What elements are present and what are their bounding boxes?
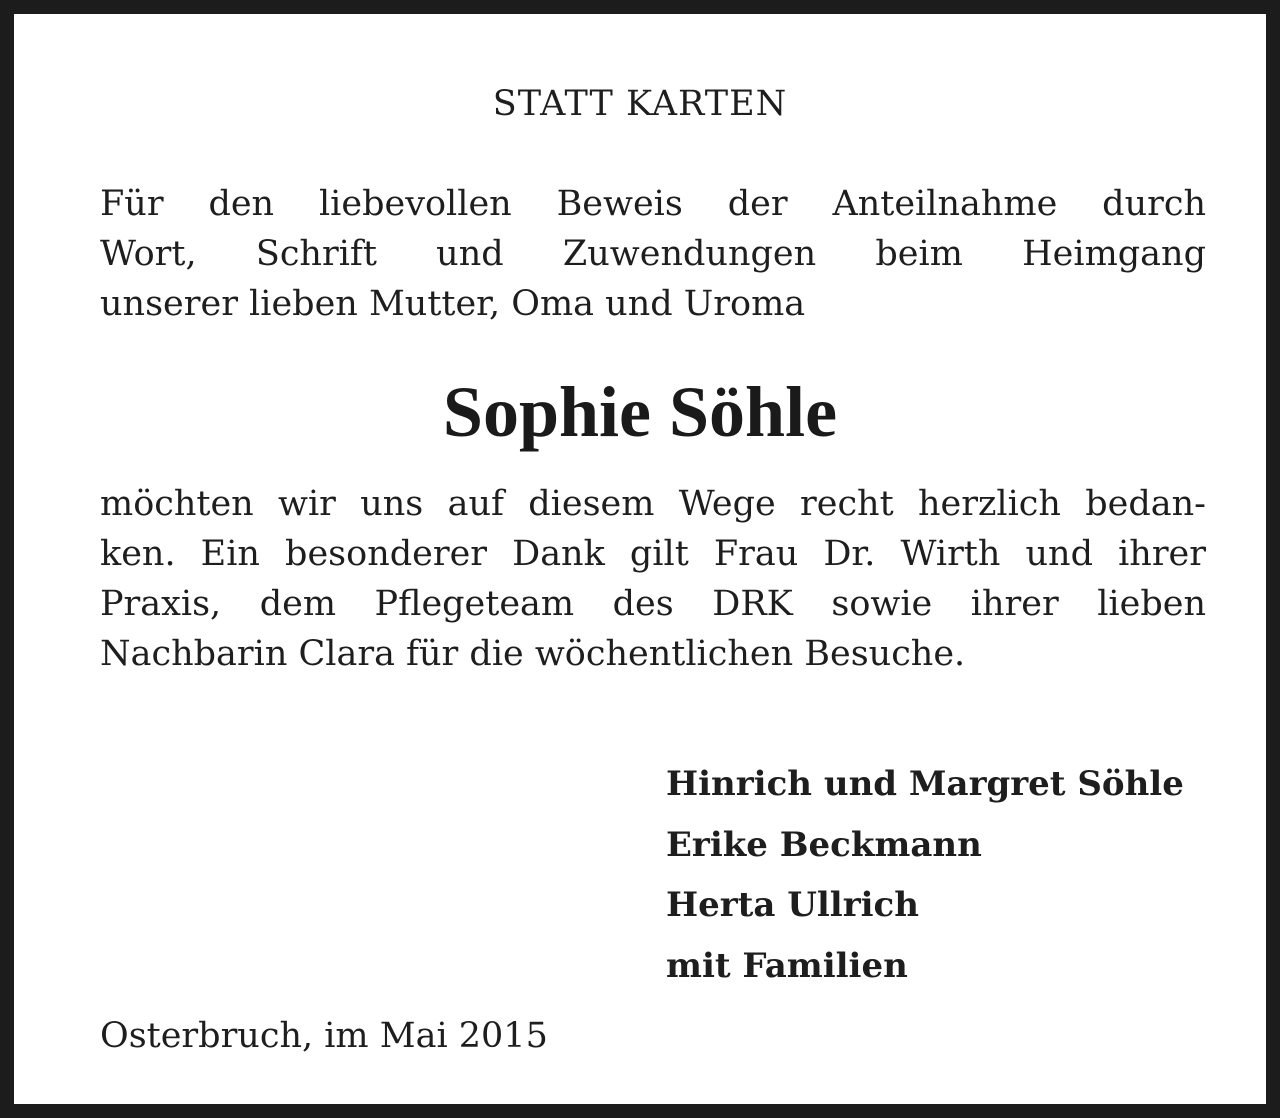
signers-block <box>666 754 1184 996</box>
place-date: Osterbruch, im Mai 2015 <box>100 1016 548 1056</box>
notice-header: STATT KARTEN <box>492 84 788 124</box>
thanks-line: Praxis, dem Pflegeteam des DRK sowie ihrer lieben <box>100 584 1206 624</box>
signer-line: mit Familien <box>666 945 908 986</box>
intro-paragraph <box>100 179 1206 329</box>
deceased-name: Sophie Söhle <box>442 372 838 452</box>
thanks-line: ken. Ein besonderer Dank gilt Frau Dr. Wirth und ihrer <box>100 534 1206 574</box>
signer-line: Erike Beckmann <box>666 824 982 865</box>
intro-line: unserer lieben Mutter, Oma und Uroma <box>100 284 806 324</box>
signer-line: Herta Ullrich <box>666 885 919 925</box>
intro-line: Für den liebevollen Beweis der Anteilnahme durch <box>100 184 1206 224</box>
intro-line: Wort, Schrift und Zuwendungen beim Heimgang <box>100 234 1206 274</box>
signer-line: Hinrich und Margret Söhle <box>666 764 1184 804</box>
thanks-line: möchten wir uns auf diesem Wege recht herzlich bedan- <box>100 484 1206 524</box>
thanks-line: Nachbarin Clara für die wöchentlichen Besuche. <box>100 634 966 674</box>
thanks-paragraph <box>100 479 1206 679</box>
